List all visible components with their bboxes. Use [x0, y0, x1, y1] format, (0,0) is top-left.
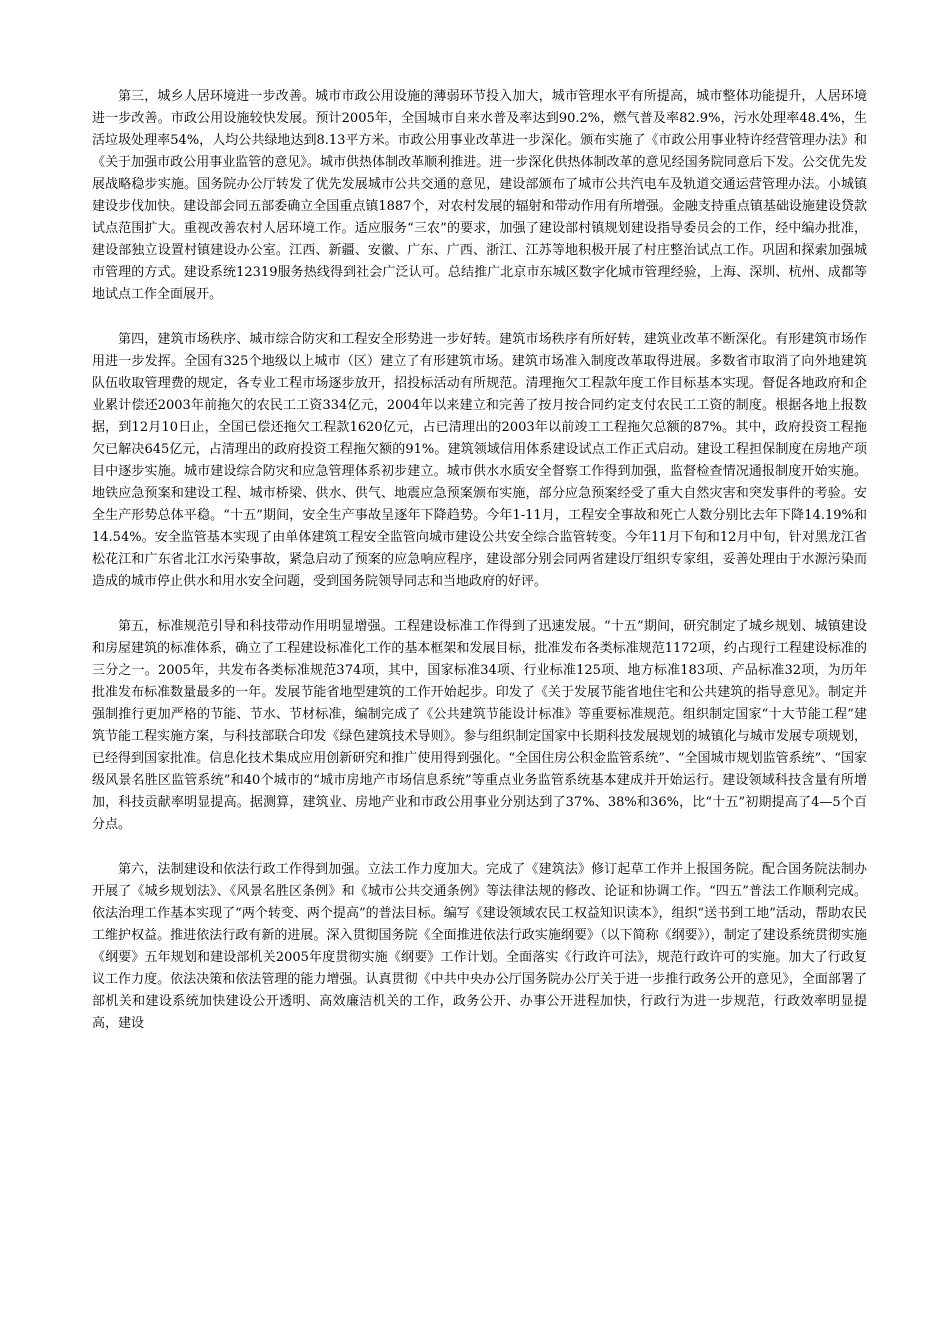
paragraph-standards-technology: 第五，标准规范引导和科技带动作用明显增强。工程建设标准工作得到了迅速发展。“十五”期间，研究制定了城乡规划、城镇建设和房屋建筑的标准体系，确立了工程建设标准化工作的基本框架和发展目标，批准发布各类标准规范1172项，约占现行工程建设标准的三分之一。2005年，共发布各类标准规范374项，其中，国家标准34项、行业标准125项、地方标准183项、产品标准32项，为历年批准发布标准数量最多的一年。发展节能省地型建筑的工作开始起步。印发了《关于发展节能省地住宅和公共建筑的指导意见》。制定并强制推行更加严格的节能、节水、节材标准，编制完成了《公共建筑节能设计标准》等重要标准规范。组织制定国家“十大节能工程”建筑节能工程实施方案，与科技部联合印发《绿色建筑技术导则》。参与组织制定国家中长期科技发展规划的城镇化与城市发展专项规划，已经得到国家批准。信息化技术集成应用创新研究和推广使用得到强化。“全国住房公积金监管系统”、“全国城市规划监管系统”、“国家级风景名胜区监管系统”和40个城市的“城市房地产市场信息系统”等重点业务监管系统基本建成并开始运行。建设领域科技含量有所增加，科技贡献率明显提高。据测算，建筑业、房地产业和市政公用事业分别达到了37%、38%和36%，比“十五”初期提高了4—5个百分点。 [92, 619, 867, 832]
paragraph-legal-administration: 第六，法制建设和依法行政工作得到加强。立法工作力度加大。完成了《建筑法》修订起草工作并上报国务院。配合国务院法制办开展了《城乡规划法》、《风景名胜区条例》和《城市公共交通条例》等法律法规的修改、论证和协调工作。“四五”普法工作顺利完成。依法治理工作基本实现了“两个转变、两个提高”的普法目标。编写《建设领域农民工权益知识读本》，组织“送书到工地”活动，帮助农民工维护权益。推进依法行政有新的进展。深入贯彻国务院《全面推进依法行政实施纲要》（以下简称《纲要》），制定了建设系统贯彻实施《纲要》五年规划和建设部机关2005年度贯彻实施《纲要》工作计划。全面落实《行政许可法》，规范行政许可的实施。加大了行政复议工作力度。依法决策和依法管理的能力增强。认真贯彻《中共中央办公厅国务院办公厅关于进一步推行政务公开的意见》，全面部署了部机关和建设系统加快建设公开透明、高效廉洁机关的工作，政务公开、办事公开进程加快，行政行为进一步规范，行政效率明显提高，建设 [92, 862, 867, 1031]
document-body [92, 86, 867, 1058]
paragraph-urban-rural-environment: 第三，城乡人居环境进一步改善。城市市政公用设施的薄弱环节投入加大，城市管理水平有所提高，城市整体功能提升，人居环境进一步改善。市政公用设施较快发展。预计2005年，全国城市自来水普及率达到90.2%，燃气普及率82.9%，污水处理率48.4%，生活垃圾处理率54%，人均公共绿地达到8.13平方米。市政公用事业改革进一步深化。颁布实施了《市政公用事业特许经营管理办法》和《关于加强市政公用事业监管的意见》。城市供热体制改革顺利推进。进一步深化供热体制改革的意见经国务院同意后下发。公交优先发展战略稳步实施。国务院办公厅转发了优先发展城市公共交通的意见，建设部颁布了城市公共汽电车及轨道交通运营管理办法。小城镇建设步伐加快。建设部会同五部委确立全国重点镇1887个，对农村发展的辐射和带动作用有所增强。金融支持重点镇基础设施建设贷款试点范围扩大。重视改善农村人居环境工作。适应服务“三农”的要求，加强了建设部村镇规划建设指导委员会的工作，经中编办批准，建设部独立设置村镇建设办公室。江西、新疆、安徽、广东、广西、浙江、江苏等地积极开展了村庄整治试点工作。巩固和探索加强城市管理的方式。建设系统12319服务热线得到社会广泛认可。总结推广北京市东城区数字化城市管理经验，上海、深圳、杭州、成都等地试点工作全面展开。 [92, 89, 867, 302]
paragraph-construction-market-safety: 第四，建筑市场秩序、城市综合防灾和工程安全形势进一步好转。建筑市场秩序有所好转，建筑业改革不断深化。有形建筑市场作用进一步发挥。全国有325个地级以上城市（区）建立了有形建筑市场。建筑市场准入制度改革取得进展。多数省市取消了向外地建筑队伍收取管理费的规定，各专业工程市场逐步放开，招投标活动有所规范。清理拖欠工程款年度工作目标基本实现。督促各地政府和企业累计偿还2003年前拖欠的农民工工资334亿元，2004年以来建立和完善了按月按合同约定支付农民工工资的制度。根据各地上报数据，到12月10日止，全国已偿还拖欠工程款1620亿元，占已清理出的2003年以前竣工工程拖欠总额的87%。其中，政府投资工程拖欠已解决645亿元，占清理出的政府投资工程拖欠额的91%。建筑领域信用体系建设试点工作正式启动。建设工程担保制度在房地产项目中逐步实施。城市建设综合防灾和应急管理体系初步建立。城市供水水质安全督察工作得到加强，监督检查情况通报制度开始实施。地铁应急预案和建设工程、城市桥梁、供水、供气、地震应急预案颁布实施，部分应急预案经受了重大自然灾害和突发事件的考验。安全生产形势总体平稳。“十五”期间，安全生产事故呈逐年下降趋势。今年1-11月，工程安全事故和死亡人数分别比去年下降14.19%和14.54%。安全监管基本实现了由单体建筑工程安全监管向城市建设公共安全综合监管转变。今年11月下旬和12月中旬，针对黑龙江省松花江和广东省北江水污染事故，紧急启动了预案的应急响应程序，建设部分别会同两省建设厅组织专家组，妥善处理由于水源污染而造成的城市停止供水和用水安全问题，受到国务院领导同志和当地政府的好评。 [92, 332, 867, 589]
